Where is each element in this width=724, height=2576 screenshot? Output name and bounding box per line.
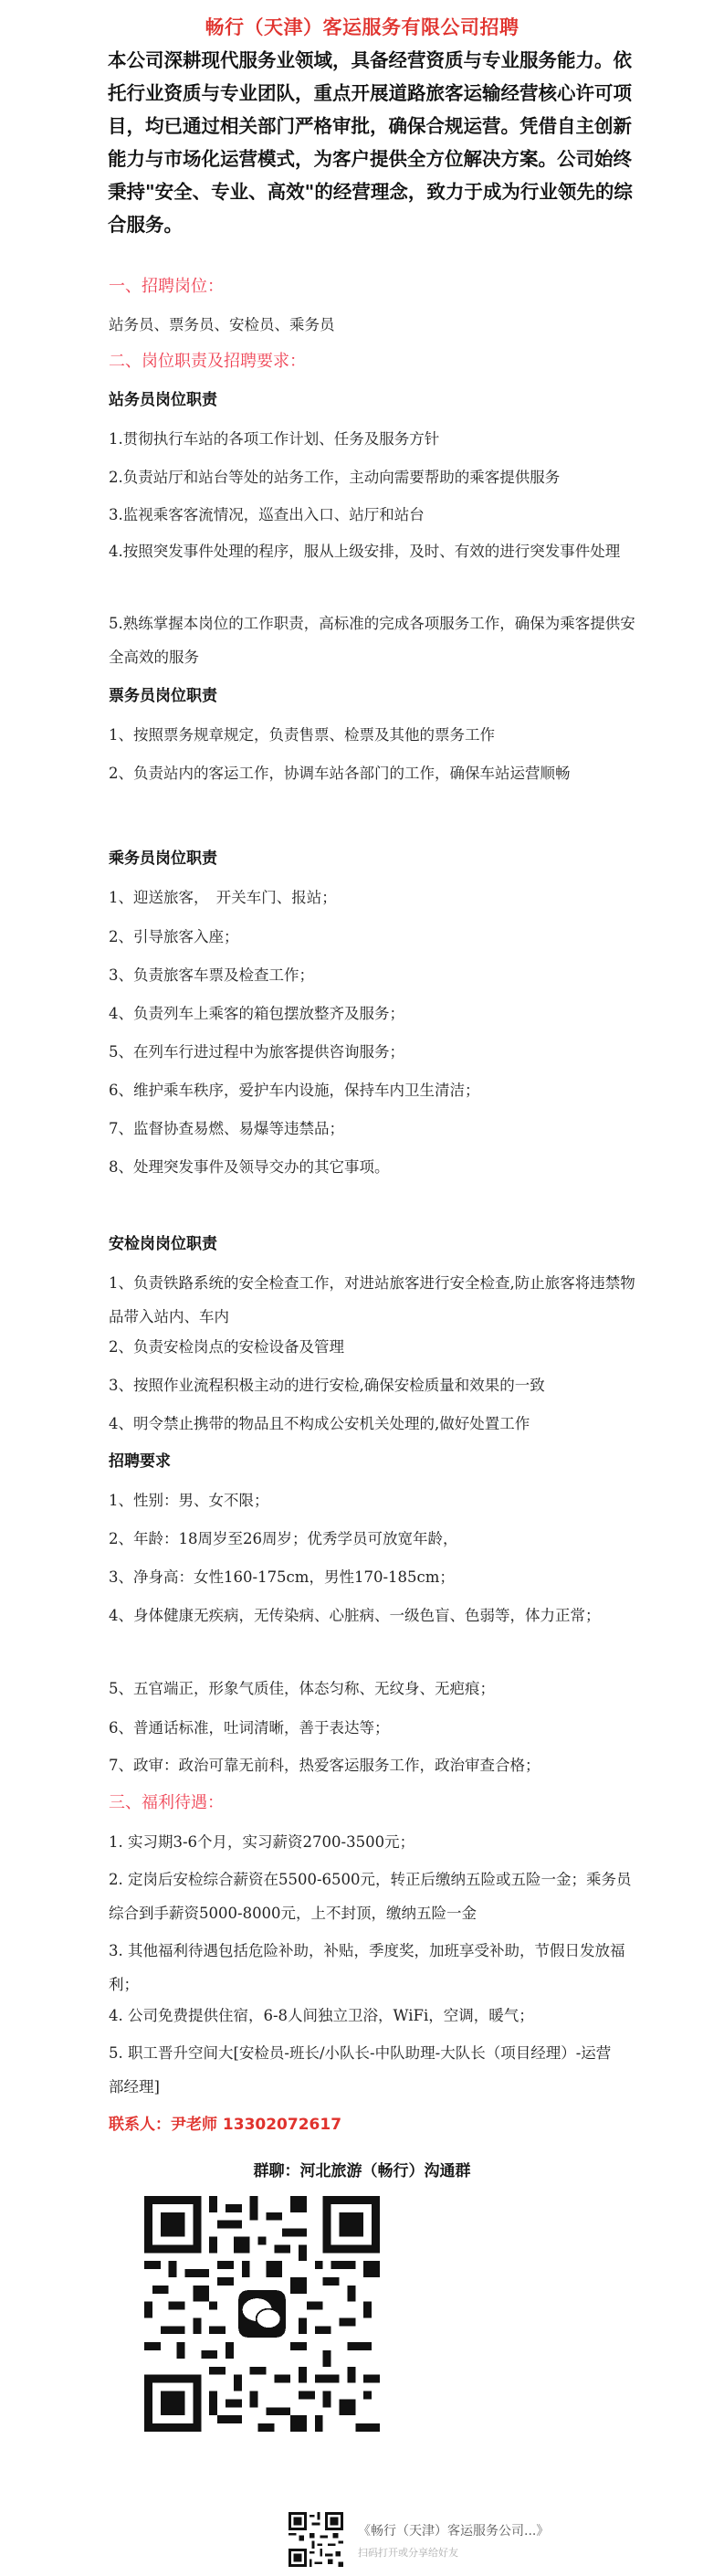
list-item: 1、按照票务规章规定，负责售票、检票及其他的票务工作 [109, 726, 495, 744]
list-item: 3、按照作业流程积极主动的进行安检,确保安检质量和效果的一致 [109, 1377, 545, 1394]
attendant-duties-title: 乘务员岗位职责 [109, 850, 217, 868]
list-item: 2. 定岗后安检综合薪资在5500-6500元，转正后缴纳五险或五险一金；乘务员综合到手薪资5000-8000元，上不封顶，缴纳五险一金 [109, 1871, 632, 1922]
list-item: 2、负责安检岗点的安检设备及管理 [109, 1338, 344, 1356]
list-item: 1、性别：男、女不限； [109, 1492, 269, 1509]
requirements-title: 招聘要求 [109, 1452, 171, 1471]
list-item: 1、负责铁路系统的安全检查工作，对进站旅客进行安全检查,防止旅客将违禁物品带入站内、车内 [109, 1274, 635, 1325]
list-item: 2、年龄：18周岁至26周岁；优秀学员可放宽年龄， [109, 1530, 458, 1547]
list-item: 4. 公司免费提供住宿，6-8人间独立卫浴，WiFi，空调，暖气； [109, 2007, 534, 2024]
list-item: 4、负责列车上乘客的箱包摆放整齐及服务； [109, 1005, 404, 1022]
list-item: 4、身体健康无疾病，无传染病、心脏病、一级色盲、色弱等，体力正常； [109, 1607, 601, 1624]
list-item: 7、监督协查易燃、易爆等违禁品； [109, 1120, 344, 1137]
section-heading-duties: 二、岗位职责及招聘要求： [109, 352, 306, 371]
list-item: 1.贯彻执行车站的各项工作计划、任务及服务方针 [109, 430, 440, 448]
list-item: 5. 职工晋升空间大[安检员-班长/小队长-中队助理-大队长（项目经理）-运营部经理] [109, 2044, 612, 2096]
list-item: 1. 实习期3-6个月，实习薪资2700-3500元； [109, 1833, 415, 1851]
list-item: 7、政审：政治可靠无前科，热爱客运服务工作，政治审查合格； [109, 1757, 540, 1774]
wechat-icon [234, 2286, 290, 2342]
list-item: 2、引导旅客入座； [109, 928, 239, 945]
list-item: 2.负责站厅和站台等处的站务工作，主动向需要帮助的乘客提供服务 [109, 469, 561, 486]
list-item: 3、净身高：女性160-175cm，男性170-185cm； [109, 1568, 455, 1586]
positions-list: 站务员、票务员、安检员、乘务员 [109, 316, 335, 333]
group-qr-code[interactable] [144, 2196, 380, 2432]
list-item: 2、负责站内的客运工作，协调车站各部门的工作，确保车站运营顺畅 [109, 765, 571, 782]
group-chat-label: 群聊：河北旅游（畅行）沟通群 [253, 2162, 471, 2180]
share-card-hint: 扫码打开或分享给好友 [358, 2547, 458, 2559]
list-item: 3. 其他福利待遇包括危险补助，补贴，季度奖，加班享受补助，节假日发放福利； [109, 1942, 625, 1993]
mini-program-qr-code[interactable] [289, 2512, 343, 2567]
list-item: 1、迎送旅客， 开关车门、报站； [109, 889, 337, 906]
contact-info[interactable]: 联系人：尹老师 13302072617 [109, 2116, 342, 2134]
section-heading-positions: 一、招聘岗位： [109, 277, 224, 296]
page-title: 畅行（天津）客运服务有限公司招聘 [205, 16, 519, 38]
list-item: 5、在列车行进过程中为旅客提供咨询服务； [109, 1043, 404, 1061]
list-item: 3、负责旅客车票及检查工作； [109, 966, 314, 984]
list-item: 4.按照突发事件处理的程序，服从上级安排，及时、有效的进行突发事件处理 [109, 543, 621, 560]
list-item: 5.熟练掌握本岗位的工作职责，高标准的完成各项服务工作，确保为乘客提供安全高效的服务 [109, 615, 635, 666]
security-duties-title: 安检岗岗位职责 [109, 1235, 217, 1253]
company-intro: 本公司深耕现代服务业领域，具备经营资质与专业服务能力。依托行业资质与专业团队，重点开展道路旅客运输经营核心许可项目，均已通过相关部门严格审批，确保合规运营。凭借自主创新能力与市场化运营模式，为客户提供全方位解决方案。公司始终秉持"安全、专业、高效"的经营理念，致力于成为行业领先的综合服务。 [108, 49, 633, 236]
list-item: 5、五官端正，形象气质佳，体态匀称、无纹身、无疤痕； [109, 1680, 495, 1697]
section-heading-benefits: 三、福利待遇： [109, 1793, 224, 1812]
station-duties-title: 站务员岗位职责 [109, 391, 217, 409]
list-item: 6、普通话标准，吐词清晰，善于表达等； [109, 1719, 390, 1737]
list-item: 6、维护乘车秩序，爱护车内设施，保持车内卫生清洁； [109, 1082, 480, 1099]
ticket-duties-title: 票务员岗位职责 [109, 687, 217, 705]
list-item: 8、处理突发事件及领导交办的其它事项。 [109, 1158, 390, 1176]
list-item: 3.监视乘客客流情况，巡查出入口、站厅和站台 [109, 506, 425, 523]
list-item: 4、明令禁止携带的物品且不构成公安机关处理的,做好处置工作 [109, 1415, 530, 1432]
share-card-title[interactable]: 《畅行（天津）客运服务公司...》 [358, 2524, 550, 2539]
